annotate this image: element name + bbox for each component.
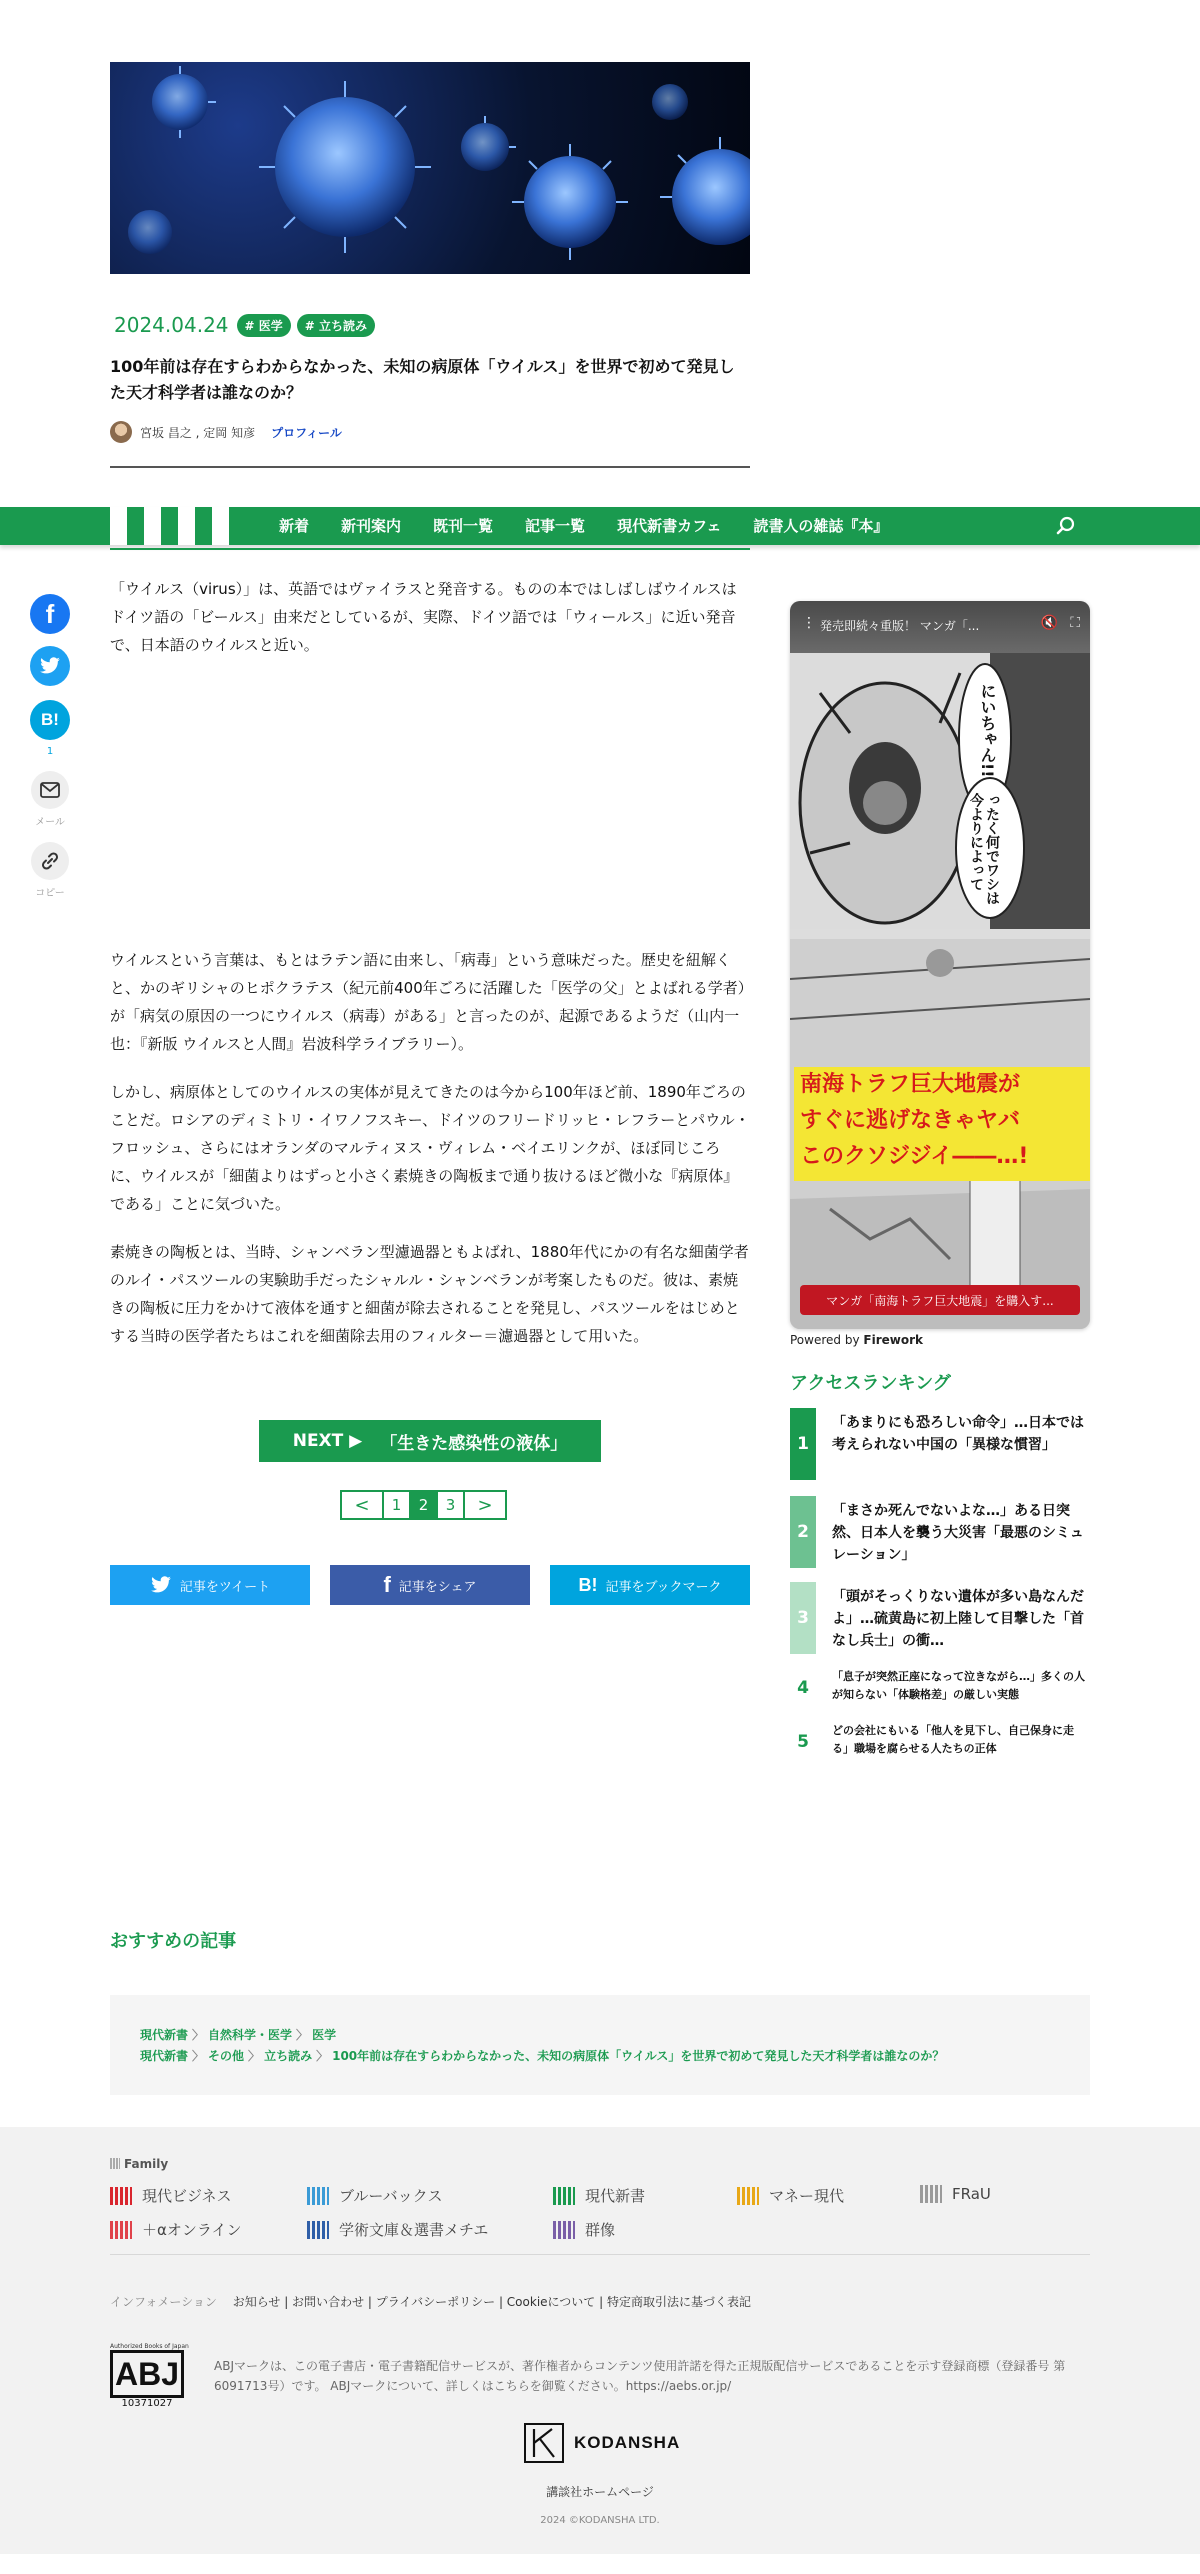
manga-caption-line: 南海トラフ巨大地震が — [800, 1072, 1021, 1097]
link-icon — [40, 851, 60, 871]
abj-mark — [110, 2343, 189, 2409]
manga-panel-image — [790, 939, 1090, 1329]
rank-title: 「息子が突然正座になって泣きながら…」多くの人が知らない「体験格差」の厳しい実態 — [832, 1670, 1085, 1701]
article-paragraph: しかし、病原体としてのウイルスの実体が見えてきたのは今から100年ほど前、1890年ごろのことだ。ロシアのディミトリ・イワノフスキー、ドイツのフリードリッヒ・レフラーとパウル・フロッシュ、さらにはオランダのマルティヌス・ヴィレム・ベイエリンクが、ほぼ同じころに、ウイルスが「細菌よりはずっと小さく素焼きの陶板まで通り抜けるほど微小な『病原体』である」ことに気づいた。 — [110, 1083, 750, 1213]
more-options-icon[interactable]: ⋮ — [802, 615, 816, 631]
breadcrumb-item[interactable]: 立ち読み — [264, 2049, 313, 2063]
abj-logo-text: ABJ — [110, 2350, 184, 2398]
site-bars-icon — [920, 2185, 942, 2203]
breadcrumb-line — [140, 2046, 1060, 2067]
tag-medicine[interactable]: # 医学 — [237, 314, 291, 337]
facebook-icon: f — [45, 598, 55, 629]
family-site-name: ＋αオンライン — [142, 2221, 242, 2239]
nav-item-backlist[interactable]: 既刊一覧 — [433, 517, 494, 535]
speech-bubble: にいちゃん!! — [978, 683, 997, 778]
copy-label: コピー — [35, 888, 65, 899]
ranking-list — [790, 1408, 1090, 1776]
family-bars-icon — [110, 2158, 120, 2169]
manga-panel-image — [790, 653, 1090, 929]
firework-video-player[interactable] — [790, 601, 1090, 1329]
tweet-article-button[interactable] — [110, 1565, 310, 1605]
hatena-count: 1 — [46, 746, 54, 757]
site-bars-icon — [307, 2221, 329, 2239]
nav-menu — [279, 507, 904, 545]
family-site-link[interactable] — [920, 2185, 991, 2203]
article-hero-image — [110, 62, 750, 274]
site-bars-icon — [553, 2221, 575, 2239]
speech-bubble: ったく何でワシは今よりによって — [968, 793, 1000, 905]
site-bars-icon — [553, 2187, 575, 2205]
breadcrumb-item[interactable]: 100年前は存在すらわからなかった、未知の病原体「ウイルス」を世界で初めて発見した天才科学者は誰なのか？ — [332, 2049, 945, 2063]
buy-manga-button[interactable]: マンガ「南海トラフ巨大地震」を購入す... — [800, 1285, 1080, 1315]
breadcrumb-line — [140, 2025, 1060, 2046]
ranking-item[interactable] — [790, 1582, 1090, 1654]
rank-number: 2 — [790, 1496, 816, 1568]
hatena-icon: B! — [578, 1574, 598, 1595]
ranking-item[interactable] — [790, 1408, 1090, 1482]
recommended-title: おすすめの記事 — [110, 1931, 237, 1952]
facebook-share-article-button[interactable] — [330, 1565, 530, 1605]
next-page-title: 「生きた感染性の液体」 — [380, 1433, 568, 1454]
page-2-current[interactable]: 2 — [409, 1490, 438, 1520]
breadcrumb-item[interactable]: 医学 — [312, 2028, 337, 2042]
article-meta — [114, 313, 375, 337]
manga-caption-line: すぐに逃げなきゃヤバ — [800, 1108, 1021, 1133]
article-paragraph: 「ウイルス（virus）」は、英語ではヴァイラスと発音する。ものの本ではしばしばウイルスはドイツ語の「ビールス」由来だとしているが、実際、ドイツ語では「ウィールス」に近い発音で、日本語のウイルスと近い。 — [110, 580, 737, 654]
article-title: 100年前は存在すらわからなかった、未知の病原体「ウイルス」を世界で初めて発見した天才科学者は誰なのか？ — [110, 357, 735, 402]
rank-title: どの会社にもいる「他人を見下し、自己保身に走る」職場を腐らせる人たちの正体 — [832, 1724, 1074, 1755]
breadcrumb-separator: 〉 — [248, 2049, 261, 2063]
bookmark-label: 記事をブックマーク — [605, 1579, 722, 1595]
firework-brand: Firework — [863, 1333, 923, 1347]
abj-description: ABJマークは、この電子書店・電子書籍配信サービスが、著作権者からコンテンツ使用許諾を得た正規版配信サービスであることを示す登録商標（登録番号 第6091713号）です。 ABJマークについて、詳しくはこちらを御覧ください。https://aebs.or.jp/ — [214, 2359, 1066, 2393]
video-controls — [1041, 615, 1080, 631]
hatena-bookmark-article-button[interactable] — [550, 1565, 750, 1605]
author-avatar — [110, 421, 132, 443]
breadcrumb-item[interactable]: 現代新書 — [140, 2028, 189, 2042]
breadcrumb-item[interactable]: その他 — [208, 2049, 245, 2063]
rank-number: 1 — [790, 1408, 816, 1480]
nav-item-new[interactable]: 新着 — [279, 517, 310, 535]
hatena-icon: B! — [41, 710, 59, 729]
site-footer — [0, 2127, 1200, 2554]
mail-label: メール — [35, 817, 65, 828]
site-bars-icon — [110, 2187, 132, 2205]
global-nav — [0, 507, 1200, 545]
manga-caption-box — [794, 1067, 1090, 1181]
family-site-link[interactable] — [307, 2219, 488, 2240]
article-paragraph: ウイルスという言葉は、もとはラテン語に由来し、「病毒」という意味だった。歴史を紐解くと、かのギリシャのヒポクラテス（紀元前400年ごろに活躍した「医学の父」とよばれる学者）が「病気の原因の一つにウイルス（病毒）がある」と言ったのが、起源であるようだ（山内一也：『新版 ウイルスと人間』岩波科学ライブラリー）。 — [110, 951, 746, 1053]
mute-icon[interactable]: 🔇 — [1040, 615, 1059, 631]
tag-tachiyomi[interactable]: # 立ち読み — [297, 314, 375, 337]
share-rail — [30, 594, 70, 899]
manga-caption-line: このクソジジイ――…! — [800, 1144, 1029, 1169]
powered-by-label: Powered by — [790, 1333, 860, 1347]
kodansha-logo[interactable] — [524, 2423, 680, 2463]
family-site-name: 現代新書 — [585, 2187, 646, 2205]
family-site-name: 現代ビジネス — [142, 2187, 232, 2205]
nav-item-hon-magazine[interactable]: 読書人の雑誌『本』 — [753, 517, 889, 535]
article-paragraph: 素焼きの陶板とは、当時、シャンベラン型濾過器ともよばれ、1880年代にかの有名な細菌学者のルイ・パスツールの実験助手だったシャルル・シャンベランが考案したものだ。彼は、素焼きの陶板に圧力をかけて液体を通すと細菌が除去されることを発見し、パスツールをはじめとする当時の医学者たちはこれを細菌除去用のフィルター＝濾過器として用いた。 — [110, 1243, 749, 1345]
hatena-bookmark-button[interactable] — [30, 700, 70, 740]
family-label-text: Family — [124, 2157, 169, 2171]
site-bars-icon — [110, 2221, 132, 2239]
video-title-bar — [790, 601, 1090, 653]
abj-number: 10371027 — [121, 2398, 173, 2409]
rank-title: 「あまりにも恐ろしい命令」…日本では考えられない中国の「異様な慣習」 — [832, 1415, 1084, 1453]
twitter-icon — [39, 657, 61, 675]
family-site-name: FRaU — [952, 2185, 991, 2203]
divider — [110, 2254, 1090, 2255]
info-label: インフォメーション — [110, 2295, 217, 2309]
family-site-name: マネー現代 — [769, 2187, 845, 2205]
breadcrumb-separator: 〉 — [192, 2049, 205, 2063]
profile-link[interactable]: プロフィール — [271, 425, 342, 440]
breadcrumb-separator: 〉 — [316, 2049, 329, 2063]
family-site-link[interactable] — [110, 2185, 232, 2206]
pagination — [342, 1490, 507, 1520]
search-icon[interactable] — [1056, 516, 1076, 536]
breadcrumb — [110, 1995, 1090, 2095]
info-links — [110, 2293, 751, 2310]
breadcrumb-separator: 〉 — [296, 2028, 309, 2042]
info-link-list[interactable]: お知らせ | お問い合わせ | プライバシーポリシー | Cookieについて | 特定商取引法に基づく表記 — [232, 2295, 751, 2309]
family-site-link[interactable] — [110, 2219, 241, 2240]
nav-item-cafe[interactable]: 現代新書カフェ — [617, 517, 722, 535]
family-site-name: 学術文庫＆選書メチエ — [339, 2221, 489, 2239]
nav-item-articles[interactable]: 記事一覧 — [525, 517, 586, 535]
facebook-icon: f — [383, 1572, 391, 1597]
next-arrow: NEXT ▶ — [292, 1431, 363, 1451]
kodansha-name: KODANSHA — [574, 2433, 681, 2452]
mail-share-button[interactable] — [31, 771, 69, 809]
facebook-share-button[interactable] — [30, 594, 70, 634]
copyright: 2024 ©KODANSHA LTD. — [540, 2515, 660, 2526]
author-row — [110, 421, 342, 443]
share-button-row — [110, 1565, 750, 1605]
article-date: 2024.04.24 — [114, 313, 229, 337]
page-3-link[interactable]: 3 — [436, 1490, 465, 1520]
author-names: 宮坂 昌之 , 定岡 知彦 — [140, 425, 256, 440]
nav-item-new-releases[interactable]: 新刊案内 — [341, 517, 402, 535]
share-label: 記事をシェア — [398, 1579, 477, 1595]
family-site-link[interactable] — [737, 2185, 844, 2206]
fullscreen-icon[interactable]: ⛶ — [1070, 615, 1080, 631]
family-site-link[interactable] — [553, 2219, 615, 2240]
breadcrumb-item[interactable]: 現代新書 — [140, 2049, 189, 2063]
breadcrumb-item[interactable]: 自然科学・医学 — [208, 2028, 293, 2042]
page-1-link[interactable]: 1 — [382, 1490, 411, 1520]
twitter-icon — [150, 1576, 172, 1594]
family-label — [110, 2157, 168, 2171]
tweet-label: 記事をツイート — [179, 1579, 271, 1595]
rank-number: 5 — [797, 1732, 809, 1752]
family-site-link[interactable] — [307, 2185, 443, 2206]
twitter-share-button[interactable] — [30, 646, 70, 686]
ranking-title: アクセスランキング — [790, 1373, 951, 1394]
next-page-button[interactable] — [259, 1420, 601, 1462]
family-site-name: ブルーバックス — [339, 2187, 443, 2205]
family-site-link[interactable] — [553, 2185, 645, 2206]
breadcrumb-separator: 〉 — [192, 2028, 205, 2042]
ranking-item[interactable] — [790, 1668, 1090, 1708]
ranking-item[interactable] — [790, 1722, 1090, 1762]
site-bars-icon — [737, 2187, 759, 2205]
rank-number: 4 — [797, 1678, 809, 1698]
divider — [110, 466, 750, 468]
family-site-name: 群像 — [585, 2221, 616, 2239]
kodansha-home-link[interactable]: 講談社ホームページ — [546, 2485, 654, 2499]
video-title: 発売即続々重版！ マンガ「... — [820, 619, 980, 633]
mail-icon — [40, 782, 60, 798]
abj-caption: Authorized Books of Japan — [110, 2343, 189, 2350]
prev-page-button[interactable]: < — [340, 1490, 384, 1520]
rank-number: 3 — [790, 1582, 816, 1654]
kodansha-mark-icon — [524, 2423, 564, 2463]
site-bars-icon — [307, 2187, 329, 2205]
powered-by-firework — [790, 1333, 923, 1347]
rank-title: 「まさか死んでないよな…」ある日突然、日本人を襲う大災害「最悪のシミュレーション」 — [832, 1503, 1084, 1563]
next-page-arrow-button[interactable]: > — [463, 1490, 507, 1520]
divider — [110, 548, 750, 550]
copy-link-button[interactable] — [31, 842, 69, 880]
rank-title: 「頭がそっくりない遺体が多い島なんだよ」…硫黄島に初上陸して目撃した「首なし兵士」の衝… — [832, 1589, 1084, 1649]
gendai-shinsho-logo[interactable] — [110, 507, 246, 545]
ranking-item[interactable] — [790, 1496, 1090, 1568]
